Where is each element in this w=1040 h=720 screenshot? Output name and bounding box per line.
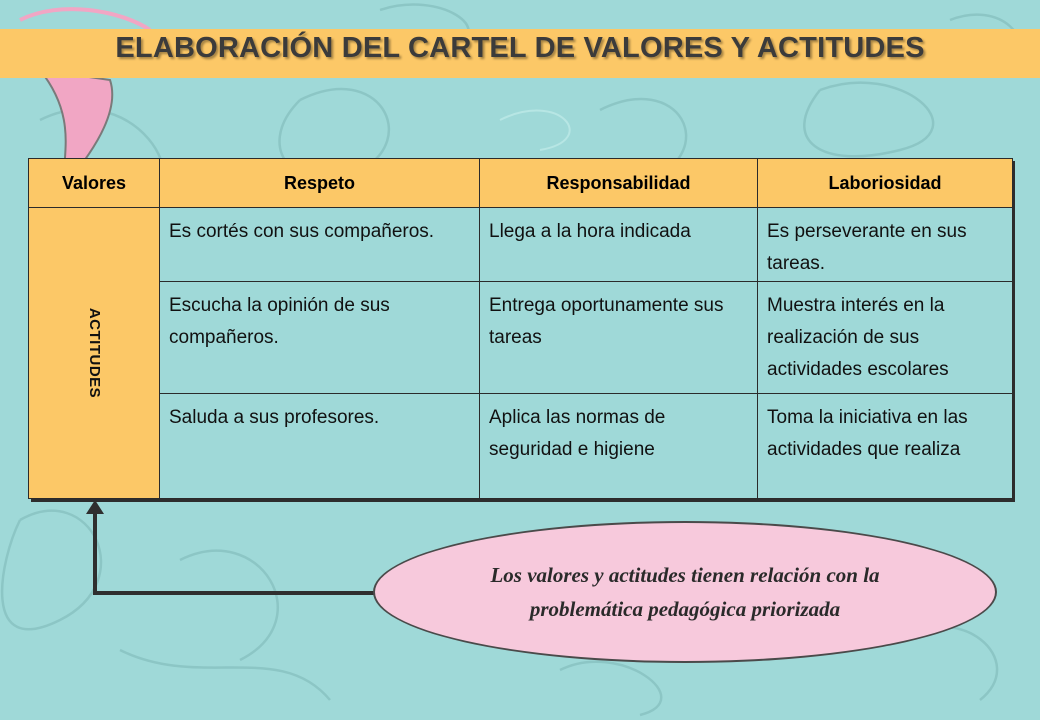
values-table bbox=[28, 158, 1012, 499]
table-row bbox=[29, 282, 1013, 394]
header-valores: Valores bbox=[29, 159, 160, 208]
cell-responsabilidad-2: Entrega oportunamente sus tareas bbox=[480, 282, 758, 394]
header-respeto: Respeto bbox=[160, 159, 480, 208]
cell-laboriosidad-1: Es perseverante en sus tareas. bbox=[758, 208, 1013, 282]
cell-respeto-3: Saluda a sus profesores. bbox=[160, 394, 480, 499]
cell-respeto-1: Es cortés con sus compañeros. bbox=[160, 208, 480, 282]
callout-text: Los valores y actitudes tienen relación con la problemática pedagógica priorizada bbox=[490, 563, 880, 621]
header-responsabilidad: Responsabilidad bbox=[480, 159, 758, 208]
cell-respeto-2: Escucha la opinión de sus compañeros. bbox=[160, 282, 480, 394]
callout-ellipse bbox=[373, 521, 997, 663]
cell-laboriosidad-2: Muestra interés en la realización de sus actividades escolares bbox=[758, 282, 1013, 394]
cell-responsabilidad-3: Aplica las normas de seguridad e higiene bbox=[480, 394, 758, 499]
table-header-row bbox=[29, 159, 1013, 208]
page-title: ELABORACIÓN DEL CARTEL DE VALORES Y ACTITUDES bbox=[115, 32, 925, 64]
cell-laboriosidad-3: Toma la iniciativa en las actividades que realiza bbox=[758, 394, 1013, 499]
cell-responsabilidad-1: Llega a la hora indicada bbox=[480, 208, 758, 282]
table-row bbox=[29, 394, 1013, 499]
actitudes-side-label-cell bbox=[29, 208, 160, 499]
header-laboriosidad: Laboriosidad bbox=[758, 159, 1013, 208]
table-row bbox=[29, 208, 1013, 282]
actitudes-label: ACTITUDES bbox=[86, 307, 103, 399]
